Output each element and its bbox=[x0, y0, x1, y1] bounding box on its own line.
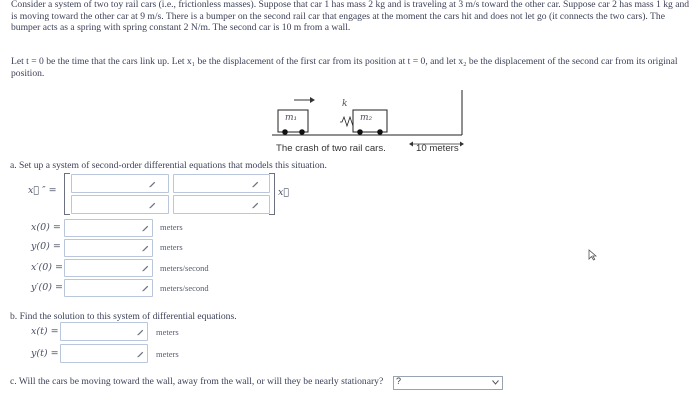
pencil-icon bbox=[141, 243, 150, 252]
pencil-icon bbox=[141, 223, 150, 232]
ic-xp0-label: x′(0) = bbox=[31, 262, 63, 273]
pencil-icon bbox=[136, 349, 145, 358]
yt-label: y(t) = bbox=[31, 348, 59, 359]
mouse-cursor-icon bbox=[588, 249, 597, 261]
yt-unit: meters bbox=[156, 349, 179, 359]
matrix-rhs-vector: x⃗ bbox=[278, 187, 290, 198]
matrix-left-bracket bbox=[64, 173, 70, 215]
chevron-down-icon bbox=[492, 380, 499, 385]
pencil-icon bbox=[141, 263, 150, 272]
part-c-dropdown[interactable] bbox=[393, 376, 503, 390]
problem-paragraph-2: Let t = 0 be the time that the cars link up. Let x₁ be the displacement of the first car from its position at t = 0, and let x₂ be the displacement of the second car from its original position. bbox=[11, 56, 678, 79]
xprime0-unit: meters/second bbox=[160, 263, 209, 273]
dropdown-selected-value: ? bbox=[396, 376, 402, 386]
part-b-prompt: b. Find the solution to this system of differential equations. bbox=[10, 311, 237, 322]
xt-unit: meters bbox=[156, 327, 179, 337]
pencil-icon bbox=[251, 179, 260, 188]
x0-input[interactable] bbox=[64, 219, 153, 237]
xprime0-input[interactable] bbox=[64, 259, 153, 277]
yprime0-input[interactable] bbox=[64, 279, 153, 297]
m2-label: m₂ bbox=[360, 113, 373, 123]
yprime0-unit: meters/second bbox=[160, 283, 209, 293]
matrix-lhs-label: x⃗ ″ = bbox=[28, 185, 57, 196]
ic-yp0-label: y′(0) = bbox=[31, 282, 63, 293]
x0-unit: meters bbox=[160, 222, 183, 232]
m1-label: m₁ bbox=[285, 113, 298, 123]
xt-input[interactable] bbox=[60, 322, 148, 341]
yt-input[interactable] bbox=[60, 344, 148, 363]
figure-caption: The crash of two rail cars. bbox=[276, 143, 386, 154]
part-c-prompt: c. Will the cars be moving toward the wall, away from the wall, or will they be nearly stationary? bbox=[10, 376, 384, 387]
ic-y0-label: y(0) = bbox=[31, 241, 61, 252]
xt-label: x(t) = bbox=[31, 326, 59, 337]
y0-unit: meters bbox=[160, 242, 183, 252]
distance-label: 10 meters bbox=[416, 143, 459, 154]
pencil-icon bbox=[141, 283, 150, 292]
y0-input[interactable] bbox=[64, 239, 153, 257]
pencil-icon bbox=[251, 200, 260, 209]
problem-paragraph-1: Consider a system of two toy rail cars (i.e., frictionless masses). Suppose that car 1 has mass 2 kg and is traveling at 3 m/s toward the other car. Suppose car 2 has mass 1 kg and is moving toward the other car at 9 m/s. There is a bumper on the second rail car that engages at the moment the cars hit and does not let go (it connects the two cars). The bumper acts as a spring with spring constant 2 N/m. The second car is 10 m from a wall. bbox=[11, 0, 690, 34]
part-a-prompt: a. Set up a system of second-order differential equations that models this situation. bbox=[10, 160, 327, 171]
spring-k-label: k bbox=[342, 99, 348, 109]
pencil-icon bbox=[148, 179, 157, 188]
pencil-icon bbox=[148, 200, 157, 209]
pencil-icon bbox=[136, 327, 145, 336]
ic-x0-label: x(0) = bbox=[31, 222, 61, 233]
